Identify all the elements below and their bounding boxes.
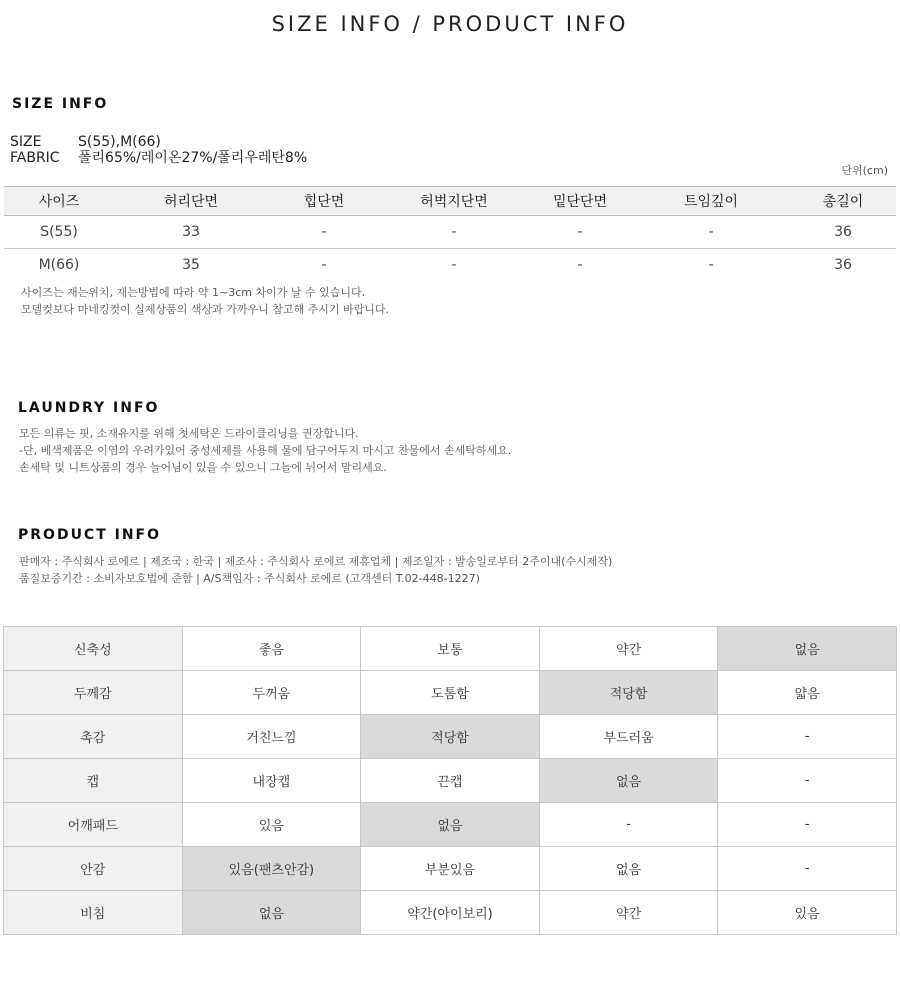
attribute-name: 촉감 <box>4 715 183 759</box>
size-table-header-cell: 사이즈 <box>4 187 114 216</box>
attribute-name: 비침 <box>4 891 183 935</box>
size-notes <box>21 284 389 318</box>
attribute-name: 캡 <box>4 759 183 803</box>
table-cell: - <box>451 257 457 273</box>
product-note-line: 판매자 : 주식회사 로에르 | 제조국 : 한국 | 제조사 : 주식회사 로에르 제휴업체 | 제조일자 : 발송일로부터 2주이내(수시제작) <box>19 555 613 568</box>
table-cell: 36 <box>790 216 896 249</box>
table-row <box>4 891 897 935</box>
attribute-name: 어깨패드 <box>4 803 183 847</box>
product-note-line: 품질보증기간 : 소비자보호법에 준함 | A/S책임자 : 주식회사 로에르 (고객센터 T.02-448-1227) <box>19 572 480 585</box>
table-row <box>4 249 896 282</box>
size-label: SIZE <box>10 134 42 150</box>
size-info-title: SIZE INFO <box>12 96 109 112</box>
product-attribute-table <box>3 626 897 935</box>
table-cell: - <box>632 216 790 249</box>
attribute-option: 있음(팬츠안감) <box>182 847 361 891</box>
attribute-name: 안감 <box>4 847 183 891</box>
attribute-option: 약간(아이보리) <box>361 891 540 935</box>
product-info-title: PRODUCT INFO <box>18 527 162 543</box>
table-row <box>4 847 897 891</box>
attribute-option: 거친느낌 <box>182 715 361 759</box>
size-table-header-cell: 허리단면 <box>114 187 268 216</box>
attribute-option: 약간 <box>539 891 718 935</box>
table-row <box>4 671 897 715</box>
attribute-option: 부분있음 <box>361 847 540 891</box>
size-note-line: 사이즈는 재는위치, 재는방법에 따라 약 1~3cm 차이가 날 수 있습니다. <box>21 286 366 299</box>
fabric-value: 폴리65%/레이온27%/폴리우레탄8% <box>78 150 308 166</box>
size-table-header-cell: 힙단면 <box>268 187 380 216</box>
laundry-note-line: -단, 베색제품은 이염의 우려가있어 중성세제를 사용해 물에 담구어두지 마시고 찬물에서 손세탁하세요. <box>19 444 512 457</box>
attribute-option: - <box>718 847 897 891</box>
size-spec <box>10 134 161 150</box>
product-notes <box>19 553 612 587</box>
attribute-option: 없음 <box>361 803 540 847</box>
attribute-option: 있음 <box>182 803 361 847</box>
table-row <box>4 627 897 671</box>
laundry-info-title: LAUNDRY INFO <box>18 400 160 416</box>
size-table-header-cell: 밑단단면 <box>528 187 632 216</box>
table-cell: - <box>577 257 583 273</box>
laundry-note-line: 모든 의류는 핏, 소재유지를 위해 첫세탁은 드라이클리닝을 권장합니다. <box>19 427 359 440</box>
table-row <box>4 803 897 847</box>
attribute-option: - <box>718 803 897 847</box>
attribute-option: 보통 <box>361 627 540 671</box>
attribute-name: 두께감 <box>4 671 183 715</box>
laundry-note-line: 손세탁 및 니트상품의 경우 늘어님이 있을 수 있으니 그늘에 뉘어서 말리세요. <box>19 461 387 474</box>
table-cell: - <box>380 216 528 249</box>
attribute-option: 얇음 <box>718 671 897 715</box>
attribute-option: 없음 <box>182 891 361 935</box>
table-cell: - <box>268 216 380 249</box>
table-cell: - <box>321 257 327 273</box>
table-row <box>4 759 897 803</box>
attribute-option: 두꺼움 <box>182 671 361 715</box>
table-row <box>4 216 896 249</box>
attribute-option: 없음 <box>718 627 897 671</box>
fabric-label: FABRIC <box>10 150 60 166</box>
attribute-option: - <box>718 759 897 803</box>
attribute-option: 없음 <box>539 759 718 803</box>
attribute-option: - <box>539 803 718 847</box>
size-table-header-cell: 총길이 <box>790 187 896 216</box>
size-table <box>4 186 896 281</box>
unit-label: 단위(cm) <box>841 164 888 177</box>
attribute-option: 좋음 <box>182 627 361 671</box>
page-title: SIZE INFO / PRODUCT INFO <box>271 12 629 36</box>
size-table-header-cell: 트임깊이 <box>632 187 790 216</box>
size-value: S(55),M(66) <box>78 134 161 150</box>
attribute-option: 있음 <box>718 891 897 935</box>
attribute-option: 부드러움 <box>539 715 718 759</box>
table-cell: 35 <box>182 257 200 273</box>
table-cell: 36 <box>834 257 852 273</box>
attribute-option: 내장캡 <box>182 759 361 803</box>
laundry-notes <box>19 425 511 476</box>
attribute-option: 적당함 <box>539 671 718 715</box>
table-row <box>4 715 897 759</box>
attribute-option: 약간 <box>539 627 718 671</box>
attribute-option: 끈캡 <box>361 759 540 803</box>
size-note-line: 모델컷보다 마네킹컷이 실제상품의 색상과 가까우니 참고해 주시기 바랍니다. <box>21 303 390 316</box>
size-table-header-cell: 허벅지단면 <box>380 187 528 216</box>
table-cell: - <box>708 257 714 273</box>
attribute-option: 없음 <box>539 847 718 891</box>
table-cell: S(55) <box>4 216 114 249</box>
attribute-option: 도톰함 <box>361 671 540 715</box>
size-table-header <box>4 187 896 216</box>
attribute-option: - <box>718 715 897 759</box>
table-cell: - <box>528 216 632 249</box>
table-cell: 33 <box>114 216 268 249</box>
attribute-option: 적당함 <box>361 715 540 759</box>
attribute-name: 신축성 <box>4 627 183 671</box>
fabric-spec <box>10 150 307 166</box>
table-cell: M(66) <box>38 257 80 273</box>
